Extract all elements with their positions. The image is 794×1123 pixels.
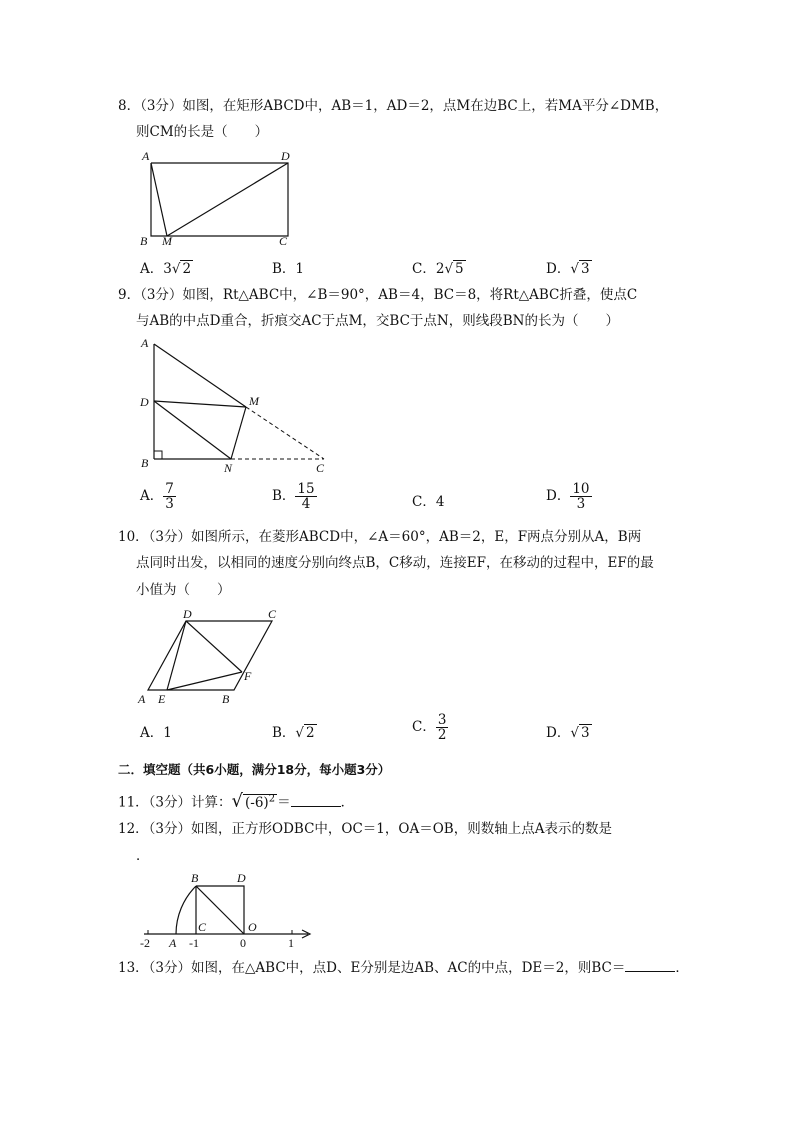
- section-heading: 二．填空题（共6小题，满分18分，每小题3分）: [118, 762, 391, 777]
- q10-option-b[interactable]: B．√ 2: [272, 725, 315, 741]
- q10-label-a: A: [138, 692, 146, 706]
- q10-label-b: B: [222, 692, 230, 706]
- q10-option-a[interactable]: A．1: [140, 725, 172, 741]
- q12-tick-0: 0: [240, 936, 246, 950]
- q10-option-c[interactable]: C． $\frac{3}{2}$: [412, 712, 447, 743]
- q9-option-c[interactable]: C．4: [412, 494, 445, 510]
- q10-label-d: D: [183, 607, 192, 621]
- q9-option-a[interactable]: A． $\frac{7}{3}$: [140, 481, 174, 512]
- q10-line1: 10．（3分）如图所示，在菱形ABCD中，∠A＝60°，AB＝2，E，F两点分别从A，B两: [118, 529, 642, 545]
- q8-label-c: C: [279, 234, 288, 248]
- q10-option-d[interactable]: D．√ 3: [546, 725, 590, 741]
- q10-label-f: F: [244, 669, 252, 683]
- q12-label-a: A: [169, 936, 177, 950]
- q8-label-d: D: [281, 149, 290, 163]
- q9-option-d[interactable]: D． $\frac{10}{3}$: [546, 481, 590, 512]
- q12-label-b: B: [191, 871, 199, 885]
- q11-answer-blank[interactable]: [291, 794, 341, 807]
- q8-option-b[interactable]: B．1: [272, 261, 305, 277]
- q9-label-c: C: [316, 461, 325, 475]
- q10-figure: [136, 606, 286, 706]
- q8-line2: 则CM的长是（ ）: [136, 124, 269, 140]
- q9-label-a: A: [141, 336, 149, 350]
- q12-line1: 12．（3分）如图，正方形ODBC中，OC＝1，OA＝OB，则数轴上点A表示的数是: [118, 821, 612, 837]
- q9-label-d: D: [140, 395, 149, 409]
- q9-line1: 9．（3分）如图，Rt△ABC中，∠B＝90°，AB＝4，BC＝8，将Rt△ABC折叠，使点C: [118, 287, 638, 303]
- q9-line2: 与AB的中点D重合，折痕交AC于点M，交BC于点N，则线段BN的长为（ ）: [136, 313, 619, 329]
- q9-label-m: M: [249, 394, 259, 408]
- q9-option-b[interactable]: B． $\frac{15}{4}$: [272, 481, 315, 512]
- q12-label-o: O: [248, 920, 257, 934]
- q12-line2: ．: [136, 848, 150, 864]
- q8-label-a: A: [142, 149, 150, 163]
- q10-label-e: E: [158, 692, 166, 706]
- q8-line1: 8．（3分）如图，在矩形ABCD中，AB＝1，AD＝2，点M在边BC上，若MA平分∠DMB，: [118, 98, 669, 114]
- q11: 11．（3分）计算：√ $(-6)^2$ ＝ ．: [118, 790, 355, 812]
- q13: 13．（3分）如图，在△ABC中，点D、E分别是边AB、AC的中点，DE＝2，则BC＝ ．: [118, 960, 689, 976]
- q12-tick-neg2: -2: [140, 936, 150, 950]
- q8-option-a[interactable]: A．3√ 2: [140, 261, 192, 277]
- q8-option-c[interactable]: C．2√ 5: [412, 261, 464, 277]
- q12-tick-neg1: -1: [189, 936, 199, 950]
- q10-line3: 小值为（ ）: [136, 582, 231, 598]
- q9-label-b: B: [141, 456, 149, 470]
- q8-option-d[interactable]: D．√ 3: [546, 261, 590, 277]
- q12-tick-1: 1: [288, 936, 294, 950]
- q12-label-d: D: [237, 871, 246, 885]
- q8-label-b: B: [140, 234, 148, 248]
- q13-answer-blank[interactable]: [625, 959, 675, 972]
- q9-label-n: N: [224, 461, 233, 475]
- q10-label-c: C: [268, 607, 277, 621]
- q8-figure: [136, 146, 306, 248]
- q12-figure: [136, 866, 326, 952]
- q12-label-c: C: [198, 920, 207, 934]
- q8-label-m: M: [162, 234, 172, 248]
- q10-line2: 点同时出发，以相同的速度分别向终点B，C移动，连接EF，在移动的过程中，EF的最: [136, 555, 654, 571]
- q9-figure: [136, 334, 336, 476]
